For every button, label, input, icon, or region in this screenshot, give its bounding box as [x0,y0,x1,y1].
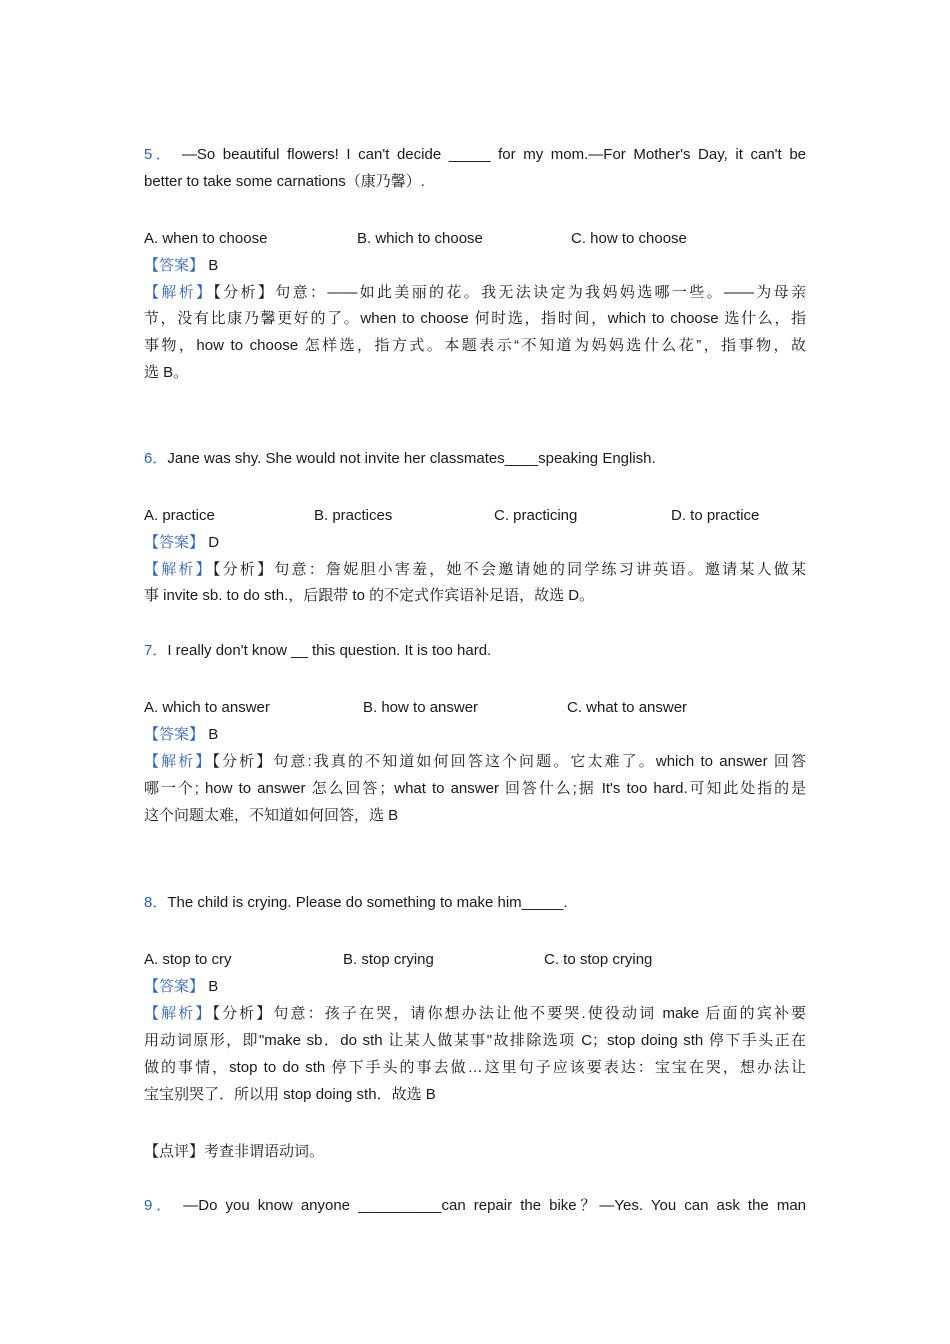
question-6-analysis-line-2: 事 invite sb. to do sth.，后跟带 to 的不定式作宾语补足语，故选 D。 [144,587,595,604]
question-8-number: 8． [144,894,168,911]
question-6-option-d: D. to practice [671,507,760,524]
question-8-analysis-line-1 [144,1004,806,1024]
question-8-text: The child is crying. Please do something to make him_____. [167,894,568,911]
question-7-option-b: B. how to answer [363,699,479,716]
question-5-analysis-line-3: 事物，how to choose 怎样选，指方式。本题表示“不知道为妈妈选什么花”，指事物，故 [144,337,806,354]
question-9-text: —Do you know anyone __________can repair the bike？—Yes. You can ask the man [183,1197,807,1214]
question-6-option-a: A. practice [144,507,215,524]
answer-value: D [208,534,220,551]
question-6-stem [144,449,806,469]
answer-value: B [208,726,219,743]
question-5-stem-line-1 [144,145,806,165]
question-8-analysis-line-2: 用动词原形，即"make sb．do sth 让某人做某事"故排除选项 C；stop doing sth 停下手头正在 [144,1032,806,1049]
question-5-option-c: C. how to choose [571,230,687,247]
question-8-answer [144,977,806,997]
question-8-analysis-line-3: 做的事情，stop to do sth 停下手头的事去做…这里句子应该要表达：宝宝在哭，想办法让 [144,1059,806,1076]
question-8-option-b: B. stop crying [343,951,434,968]
analysis-tag: 【解析】 [144,1005,213,1022]
question-9-stem-line-1 [144,1196,806,1216]
question-6-option-c: C. practicing [494,507,578,524]
question-8-stem [144,893,806,913]
question-6-option-b: B. practices [314,507,393,524]
question-8-option-a: A. stop to cry [144,951,232,968]
question-5-analysis-line-1 [144,283,806,303]
question-7-stem [144,641,806,661]
question-6-answer [144,533,806,553]
question-7-answer [144,725,806,745]
analysis-tag: 【解析】 [144,753,213,770]
analysis-tag: 【解析】 [144,561,213,578]
question-7-analysis-line-1 [144,752,806,772]
question-5-number: 5． [144,146,175,163]
analysis-text: 【分析】句意：詹妮胆小害羞，她不会邀请她的同学练习讲英语。邀请某人做某 [212,561,806,578]
question-7-number: 7． [144,642,168,659]
question-7-text: I really don't know __ this question. It is too hard. [167,642,492,659]
analysis-text: 【分析】句意:我真的不知道如何回答这个问题。它太难了。which to answer 回答 [212,753,806,770]
answer-value: B [208,257,219,274]
question-7-option-c: C. what to answer [567,699,688,716]
question-9-number: 9． [144,1197,176,1214]
analysis-text: 【分析】句意：——如此美丽的花。我无法诀定为我妈妈选哪一些。——为母亲 [213,284,806,301]
answer-tag: 【答案】 [144,257,205,274]
question-5-option-b: B. which to choose [357,230,483,247]
question-8-comment: 【点评】考查非谓语动词。 [144,1143,325,1160]
analysis-text: 【分析】句意：孩子在哭，请你想办法让他不要哭.使役动词 make 后面的宾补要 [212,1005,806,1022]
question-5-text: —So beautiful flowers! I can't decide _____ for my mom.—For Mother's Day, it can't be [181,146,806,163]
question-5-analysis-line-4: 选 B。 [144,364,189,381]
question-6-number: 6． [144,450,168,467]
question-5-option-a: A. when to choose [144,230,268,247]
question-5-stem-line-2: better to take some carnations（康乃馨）. [144,173,425,190]
question-6-text: Jane was shy. She would not invite her classmates____speaking English. [167,450,656,467]
question-7-analysis-line-2: 哪一个; how to answer 怎么回答；what to answer 回答什么;据 It's too hard.可知此处指的是 [144,780,806,797]
answer-value: B [208,978,219,995]
analysis-tag: 【解析】 [144,284,214,301]
answer-tag: 【答案】 [144,534,205,551]
question-6-analysis-line-1 [144,560,806,580]
question-8-analysis-line-4: 宝宝别哭了．所以用 stop doing sth．故选 B [144,1086,436,1103]
question-7-analysis-line-3: 这个问题太难，不知道如何回答，选 B [144,807,399,824]
answer-tag: 【答案】 [144,978,205,995]
question-7-option-a: A. which to answer [144,699,270,716]
question-5-answer [144,256,806,276]
question-8-option-c: C. to stop crying [544,951,653,968]
question-5-analysis-line-2: 节，没有比康乃馨更好的了。when to choose 何时选，指时间，which to choose 选什么，指 [144,310,806,327]
answer-tag: 【答案】 [144,726,205,743]
